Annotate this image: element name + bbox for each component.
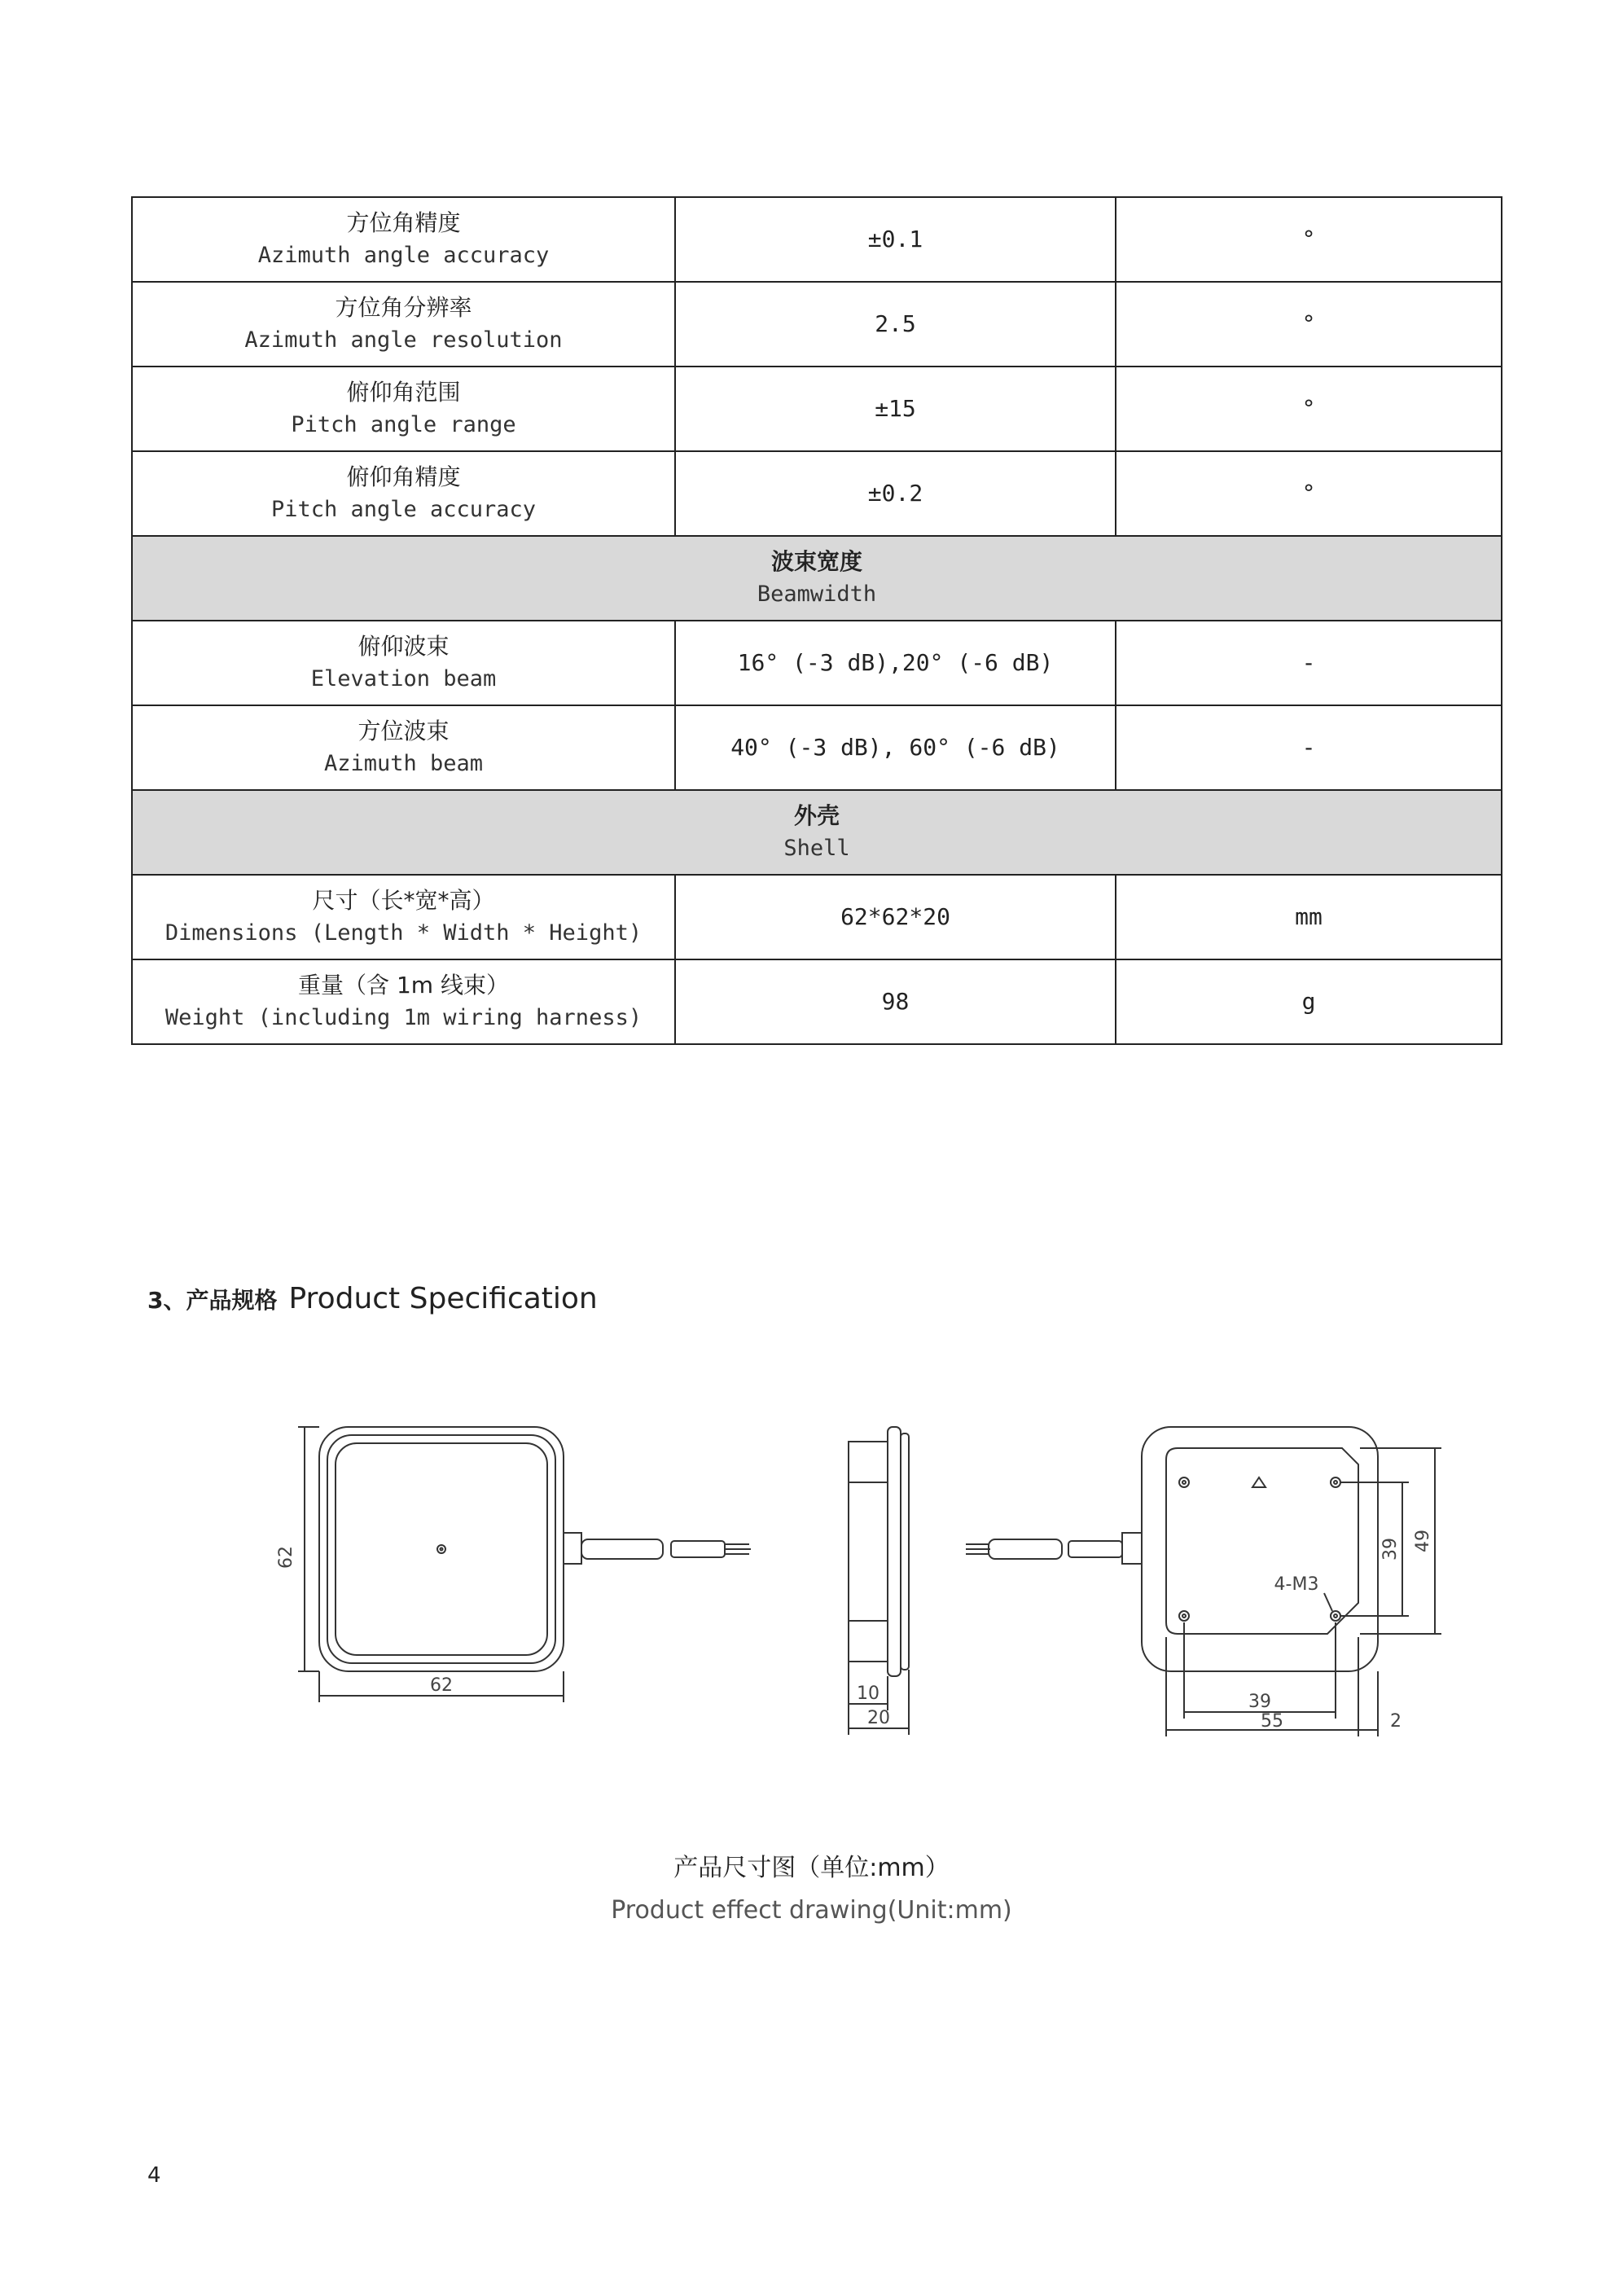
unit-cell: - — [1116, 621, 1502, 705]
back-offset-label: 2 — [1390, 1711, 1401, 1732]
table-row — [132, 621, 1502, 705]
unit-cell: ° — [1116, 451, 1502, 536]
page-number: 4 — [147, 2163, 161, 2188]
value-cell: 16° (-3 dB),20° (-6 dB) — [675, 621, 1116, 705]
value-cell: 2.5 — [675, 282, 1116, 367]
hole-spacing-h-label: 39 — [1248, 1692, 1271, 1712]
value-cell: 62*62*20 — [675, 875, 1116, 959]
section-heading: 3、产品规格 Product Specification — [147, 1282, 598, 1315]
param-cell: 俯仰角精度 Pitch angle accuracy — [132, 451, 675, 536]
front-height-label: 62 — [276, 1546, 296, 1569]
value-cell: 98 — [675, 959, 1116, 1044]
unit-cell: ° — [1116, 367, 1502, 451]
unit-cell: - — [1116, 705, 1502, 790]
param-cell: 方位角精度 Azimuth angle accuracy — [132, 197, 675, 282]
param-cell: 俯仰角范围 Pitch angle range — [132, 367, 675, 451]
unit-cell: ° — [1116, 197, 1502, 282]
front-view — [298, 1427, 751, 1702]
value-cell: 40° (-3 dB), 60° (-6 dB) — [675, 705, 1116, 790]
table-row — [132, 282, 1502, 367]
table-row — [132, 959, 1502, 1044]
param-cell: 方位波束 Azimuth beam — [132, 705, 675, 790]
param-cell: 方位角分辨率 Azimuth angle resolution — [132, 282, 675, 367]
value-cell: ±0.2 — [675, 451, 1116, 536]
unit-cell: ° — [1116, 282, 1502, 367]
hole-spacing-v-label: 39 — [1380, 1538, 1401, 1561]
param-cell: 重量（含 1m 线束） Weight (including 1m wiring harness) — [132, 959, 675, 1044]
front-width-label: 62 — [430, 1675, 453, 1696]
section-header-beamwidth: 波束宽度 Beamwidth — [132, 536, 1502, 621]
side-inner-label: 10 — [857, 1684, 879, 1704]
spec-table — [131, 196, 1502, 1045]
unit-cell: mm — [1116, 875, 1502, 959]
table-row — [132, 705, 1502, 790]
table-row — [132, 875, 1502, 959]
param-cell: 俯仰波束 Elevation beam — [132, 621, 675, 705]
back-width-label: 55 — [1261, 1711, 1283, 1732]
value-cell: ±0.1 — [675, 197, 1116, 282]
side-total-label: 20 — [867, 1708, 890, 1728]
back-cable — [966, 1533, 1142, 1564]
table-row — [132, 451, 1502, 536]
table-row — [132, 197, 1502, 282]
mount-hole-label: 4-M3 — [1274, 1574, 1319, 1595]
drawing-caption-zh: 产品尺寸图（单位:mm） — [673, 1854, 950, 1882]
drawing-caption-en: Product effect drawing(Unit:mm) — [611, 1896, 1012, 1925]
section-header-shell: 外壳 Shell — [132, 790, 1502, 875]
unit-cell: g — [1116, 959, 1502, 1044]
product-drawing-svg — [269, 1409, 1507, 1751]
param-cell: 尺寸（长*宽*高） Dimensions (Length * Width * Height) — [132, 875, 675, 959]
table-row — [132, 367, 1502, 451]
value-cell: ±15 — [675, 367, 1116, 451]
dimension-drawing — [269, 1409, 1507, 1751]
back-height-label: 49 — [1413, 1530, 1433, 1552]
